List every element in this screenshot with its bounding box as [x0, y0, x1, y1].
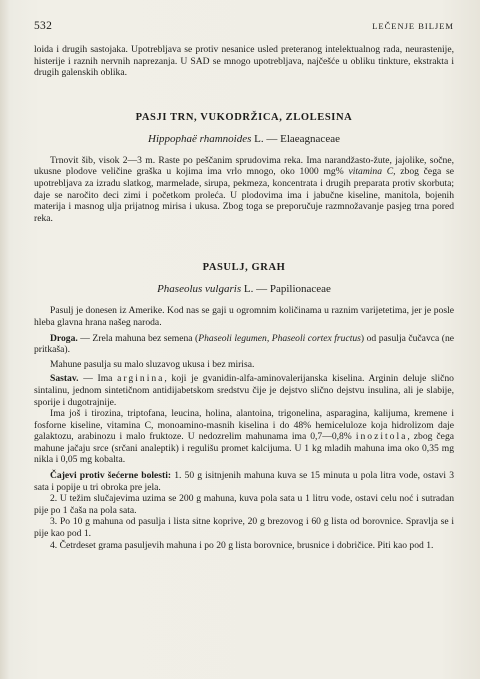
sastav-text-b: , koji je gvanidin-alfa-aminovalerijanska kiselina. Arginin deluje slično sintalinu, jednom sintetičnom antidijabetskom sredstvu čije je dejstvo slično dejstvu insulina, ali je slabije, sporije i dugotrajnije. [34, 373, 454, 408]
page-number: 532 [34, 20, 53, 32]
sastav-paragraph [34, 373, 454, 408]
section-title-pasji-trn: PASJI TRN, VUKODRŽICA, ZLOLESINA [135, 111, 353, 123]
tea-recipe-3: 3. Po 10 g mahuna od pasulja i lista sitne koprive, 20 g brezovog i 60 g lista od borovnice. Spravlja se i pije kao pod 1. [34, 516, 454, 540]
description-part-b: zbog čega se upotrebljava za izradu slatkog, marmelade, sirupa, pekmeza, koncentrata i drugih preparata protiv skorbuta; daje se naročito deci zimi i početkom proleća. U plodovima ima i jabučne kiseline, manitola, bojenih materija i masnog ulja prijatnog mirisa i ukusa. Zbog toga se preporučuje razmnožavanje pasjeg trna pored reka. [34, 166, 454, 224]
taste-paragraph: Mahune pasulja su malo sluzavog ukusa i bez mirisa. [50, 358, 255, 370]
family-name: L. — Elaeagnaceae [251, 132, 340, 145]
sastav-text-a: — Ima [78, 373, 118, 385]
latin-name-hippophae [34, 133, 454, 145]
pasulj-intro: Pasulj je donesen iz Amerike. Kod nas se gaji u ogromnim količinama u raznim varijetetima, jer je posle hleba glavna hrana našeg naroda. [34, 305, 454, 328]
teas-label: Čajevi protiv šećerne bolesti: [50, 470, 172, 482]
sastav-label: Sastav. [50, 373, 79, 385]
description-part-a: Trnovit šib, visok 2—3 m. Raste po peščanim sprudovima reka. Ima narandžasto-žute, jajolike, sočne, ukusne plodove veličine graška u kojima ima vrlo mnogo, oko 1000 mg% [34, 154, 454, 178]
tea-recipe-text: 1. 50 g isitnjenih mahuna kuva se 15 minuta u pola litra vode, ostavi 3 sata i popije u tri obroka pre jela. [34, 470, 454, 493]
droga-text-a: — Zrela mahuna bez semena ( [77, 332, 199, 344]
species-name: Hippophaë rhamnoides [148, 132, 252, 145]
droga-latin: Phaseoli legumen, Phaseoli cortex fructus [198, 332, 361, 344]
section-title-pasulj: PASULJ, GRAH [202, 262, 286, 274]
composition-text-a: Ima još i tirozina, triptofana, leucina, holina, alantoina, trigonelina, asparagina, kalijuma, kremene i fosforne kiseline, vitamina C, monoamino-masnih kiselina i do 48% hemiceluloze koja hidrolizom daje galaktozu, arabinozu i malo fruktoze. U nedozrelim mahunama ima 0,7—0,8% [34, 408, 454, 443]
vitamin-c-term: vitamina C, [343, 166, 396, 178]
family-name: L. — Papilionaceae [241, 283, 331, 296]
species-name: Phaseolus vulgaris [157, 283, 242, 296]
arginina-term: arginina [117, 373, 165, 385]
droga-paragraph [34, 333, 454, 356]
tea-recipe-4: 4. Četrdeset grama pasuljevih mahuna i po 20 g lista borovnice, brusnice i dobričice. Piti kao pod 1. [50, 539, 434, 551]
tea-recipe-1 [34, 470, 454, 493]
page-header [34, 20, 454, 32]
running-title: LEČENJE BILJEM [372, 21, 454, 31]
droga-label: Droga. [50, 332, 78, 344]
description-pasji-trn [34, 155, 454, 225]
composition-text-b: , zbog čega mahune jačaju srce (srčani analeptik) i regulišu promet kalcijuma. U 1 kg mladih mahuna ima oko 0,35 mg nikla i 0,05 mg kobalta. [34, 431, 454, 466]
intro-paragraph: loida i drugih sastojaka. Upotrebljava se protiv nesanice usled preteranog intelektualnog rada, neurastenije, histerije i raznih nervnih naprezanja. U SAD se mnogo upotrebljava, najčešće u obliku tinkture, ekstrakta i drugih galenskih oblika. [34, 44, 454, 79]
latin-name-phaseolus [34, 283, 454, 295]
composition-paragraph [34, 408, 454, 466]
tea-recipe-2: 2. U težim slučajevima uzima se 200 g mahuna, kuva pola sata u 1 litru vode, ostavi celu noć i sutradan pije po 1 čaša na pola sata. [34, 493, 454, 516]
droga-text-b: ) od pasulja čučavca (ne pritkaša). [34, 332, 454, 356]
inozitola-term: inozitola [355, 431, 408, 443]
